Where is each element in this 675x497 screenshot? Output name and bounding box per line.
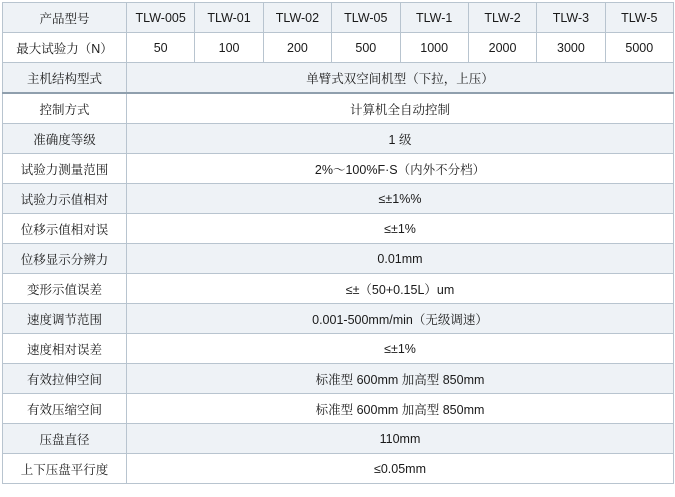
- row-value: 200: [263, 33, 331, 63]
- row-value: ≤0.05mm: [127, 454, 674, 484]
- row-value: 0.001-500mm/min（无级调速）: [127, 304, 674, 334]
- row-value: 110mm: [127, 424, 674, 454]
- table-row: [3, 214, 674, 244]
- row-label: 试验力测量范围: [3, 154, 127, 184]
- table-row: [3, 154, 674, 184]
- row-value: TLW-5: [605, 3, 673, 33]
- table-row: [3, 424, 674, 454]
- table-row: [3, 3, 674, 33]
- table-row: [3, 33, 674, 63]
- row-value: 3000: [537, 33, 605, 63]
- row-value: ≤±1%: [127, 214, 674, 244]
- table-row: [3, 454, 674, 484]
- row-value: 500: [332, 33, 400, 63]
- table-row: [3, 184, 674, 214]
- row-value: TLW-05: [332, 3, 400, 33]
- row-value: TLW-2: [468, 3, 536, 33]
- row-value: 1000: [400, 33, 468, 63]
- row-label: 速度调节范围: [3, 304, 127, 334]
- row-label: 有效压缩空间: [3, 394, 127, 424]
- table-row: [3, 93, 674, 124]
- row-value: TLW-3: [537, 3, 605, 33]
- row-value: 1 级: [127, 124, 674, 154]
- row-label: 准确度等级: [3, 124, 127, 154]
- row-value: 标准型 600mm 加高型 850mm: [127, 394, 674, 424]
- specification-table: [2, 2, 674, 484]
- row-label: 最大试验力（N）: [3, 33, 127, 63]
- row-value: 5000: [605, 33, 673, 63]
- table-row: [3, 304, 674, 334]
- row-value: 2%～100%F·S（内外不分档）: [127, 154, 674, 184]
- row-value: 2000: [468, 33, 536, 63]
- row-label: 有效拉伸空间: [3, 364, 127, 394]
- row-value: TLW-1: [400, 3, 468, 33]
- row-label: 试验力示值相对: [3, 184, 127, 214]
- table-row: [3, 63, 674, 94]
- table-row: [3, 364, 674, 394]
- row-value: TLW-01: [195, 3, 263, 33]
- row-value: 标准型 600mm 加高型 850mm: [127, 364, 674, 394]
- row-label: 压盘直径: [3, 424, 127, 454]
- row-value: ≤±1%: [127, 334, 674, 364]
- specification-table-body: [3, 3, 674, 484]
- row-label: 上下压盘平行度: [3, 454, 127, 484]
- row-label: 控制方式: [3, 93, 127, 124]
- row-value: 0.01mm: [127, 244, 674, 274]
- row-value: TLW-02: [263, 3, 331, 33]
- row-value: 50: [127, 33, 195, 63]
- row-label: 产品型号: [3, 3, 127, 33]
- table-row: [3, 394, 674, 424]
- table-row: [3, 274, 674, 304]
- row-value: ≤±1%%: [127, 184, 674, 214]
- row-value: ≤±（50+0.15L）um: [127, 274, 674, 304]
- table-row: [3, 244, 674, 274]
- row-value: TLW-005: [127, 3, 195, 33]
- row-value: 单臂式双空间机型（下拉，上压）: [127, 63, 674, 94]
- row-label: 主机结构型式: [3, 63, 127, 94]
- row-value: 计算机全自动控制: [127, 93, 674, 124]
- row-label: 位移示值相对误: [3, 214, 127, 244]
- row-label: 速度相对误差: [3, 334, 127, 364]
- table-row: [3, 334, 674, 364]
- table-row: [3, 124, 674, 154]
- row-label: 变形示值误差: [3, 274, 127, 304]
- row-value: 100: [195, 33, 263, 63]
- row-label: 位移显示分辨力: [3, 244, 127, 274]
